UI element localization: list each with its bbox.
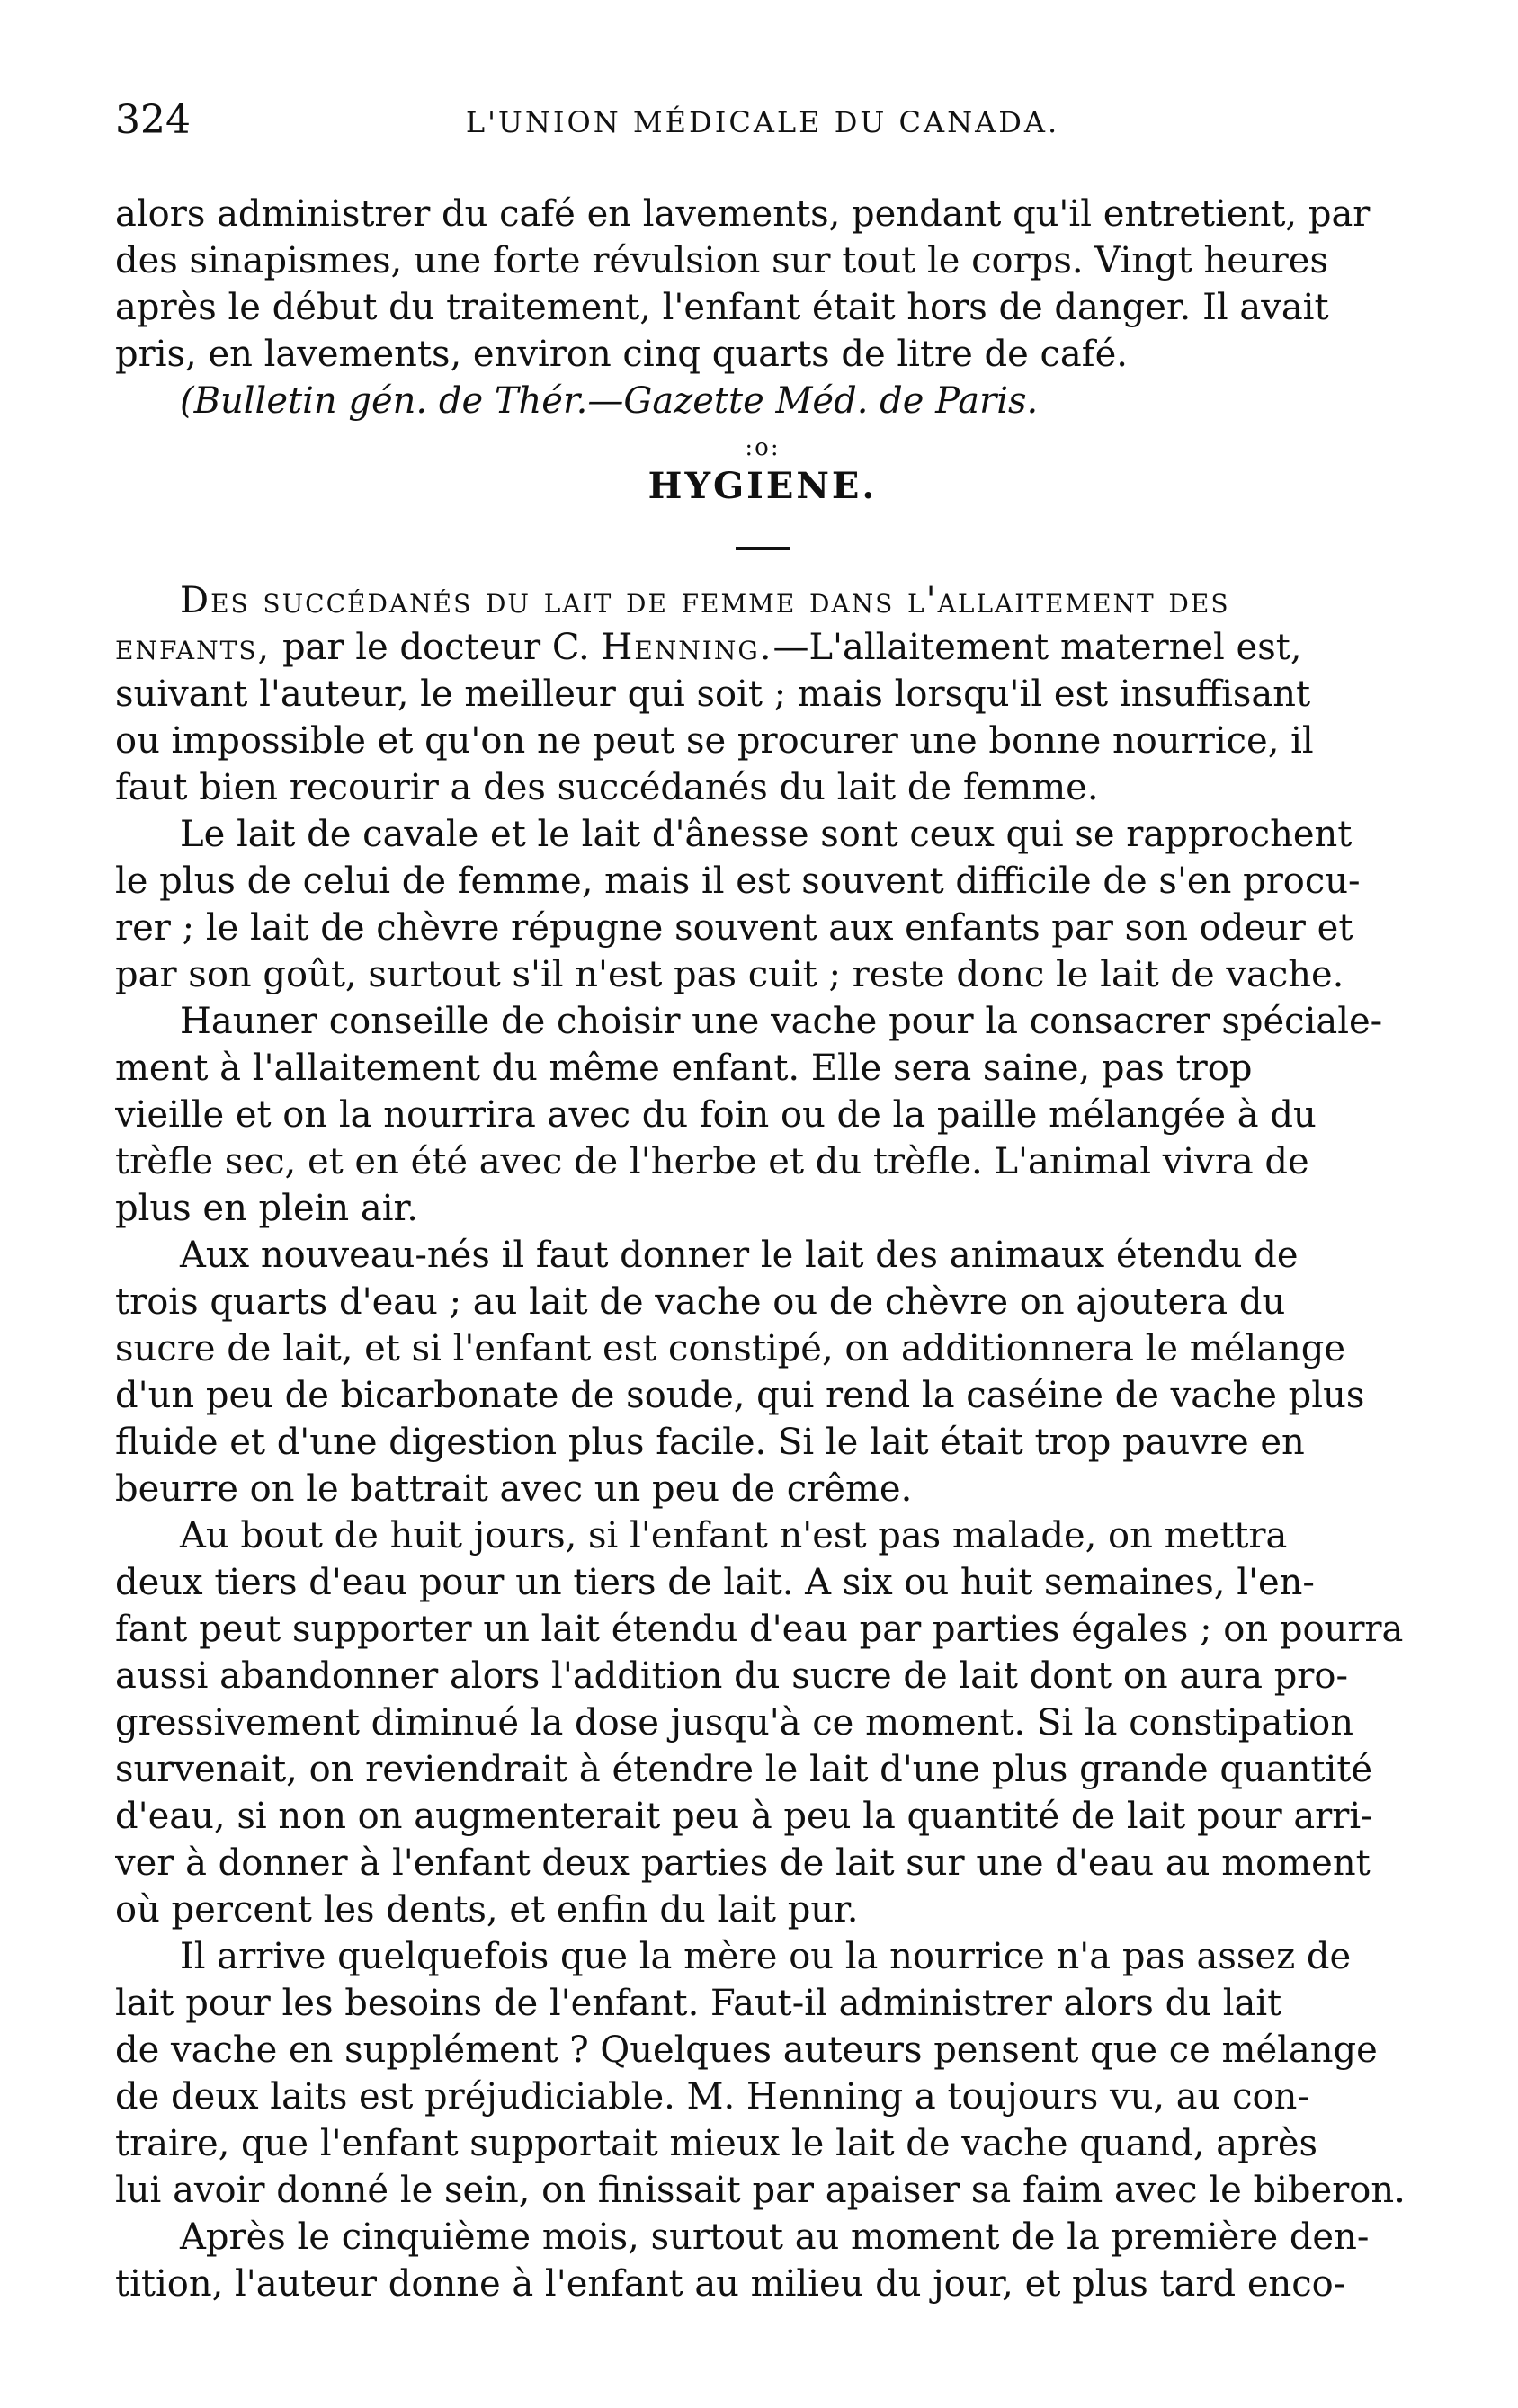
text-line: vieille et on la nourrira avec du foin ou de la paille mélangée à du [115,1094,1317,1136]
page-header [115,94,1410,147]
text-line: par son goût, surtout s'il n'est pas cuit ; reste donc le lait de vache. [115,954,1344,995]
citation: (Bulletin gén. de Thér.—Gazette Méd. de Paris. [180,380,1039,422]
text-line: ver à donner à l'enfant deux parties de lait sur une d'eau au moment [115,1842,1371,1884]
text-line: beurre on le battrait avec un peu de crême. [115,1468,913,1510]
text-line: de vache en supplément ? Quelques auteurs pensent que ce mélange [115,2029,1378,2071]
article-title: Des succédanés du lait de femme dans l'allaitement des [180,580,1230,621]
text-line: fant peut supporter un lait étendu d'eau par parties égales ; on pourra [115,1609,1404,1650]
section-title: HYGIENE. [647,465,878,507]
text-line: faut bien recourir a des succédanés du lait de femme. [115,767,1099,808]
text-line: Aux nouveau-nés il faut donner le lait des animaux étendu de [180,1235,1299,1276]
page-number: 324 [115,97,191,143]
text-line: trèfle sec, et en été avec de l'herbe et du trèfle. L'animal vivra de [115,1141,1309,1182]
body-text [115,191,1410,2307]
text-line: lui avoir donné le sein, on finissait par apaiser sa faim avec le biberon. [115,2170,1406,2211]
text-line: de deux laits est préjudiciable. M. Henning a toujours vu, au con- [115,2076,1309,2118]
text-line: gressivement diminué la dose jusqu'à ce moment. Si la constipation [115,1702,1354,1744]
text-line: d'un peu de bicarbonate de soude, qui rend la caséine de vache plus [115,1375,1365,1416]
text-line: Après le cinquième mois, surtout au moment de la première den- [180,2216,1370,2258]
text-line: le plus de celui de femme, mais il est souvent difficile de s'en procu- [115,861,1361,902]
text-line: sucre de lait, et si l'enfant est constipé, on additionnera le mélange [115,1328,1346,1369]
text-line: Le lait de cavale et le lait d'ânesse sont ceux qui se rapprochent [180,814,1353,855]
article-title-end: enfants, [115,627,272,668]
text-line: alors administrer du café en lavements, pendant qu'il entretient, par [115,193,1371,235]
running-title: L'UNION MÉDICALE DU CANADA. [465,105,1060,139]
text-line: d'eau, si non on augmenterait peu à peu la quantité de lait pour arri- [115,1796,1373,1837]
article-byline: par le docteur C. [271,627,602,668]
article-body [115,671,1410,2307]
text-line: lait pour les besoins de l'enfant. Faut-il administrer alors du lait [115,1983,1282,2024]
section-divider [736,547,790,550]
text-line: survenait, on reviendrait à étendre le lait d'une plus grande quantité [115,1749,1373,1790]
text-line: traire, que l'enfant supportait mieux le lait de vache quand, après [115,2123,1318,2164]
article-author: Henning. [601,627,773,668]
text-line: des sinapismes, une forte révulsion sur tout le corps. Vingt heures [115,240,1328,281]
text-line: suivant l'auteur, le meilleur qui soit ; mais lorsqu'il est insuffisant [115,673,1311,715]
article [115,577,1410,2307]
text-line: tition, l'auteur donne à l'enfant au milieu du jour, et plus tard enco- [115,2263,1346,2305]
article-title-continued [115,624,1410,671]
text-line: où percent les dents, et enfin du lait pur. [115,1889,859,1931]
intro-paragraph [115,191,1410,424]
section-ornament: :o: [745,434,781,461]
text-line: Hauner conseille de choisir une vache pour la consacrer spéciale- [180,1001,1383,1042]
text-line: aussi abandonner alors l'addition du sucre de lait dont on aura pro- [115,1655,1349,1697]
article-first-sentence: —L'allaitement maternel est, [772,627,1302,668]
text-line: ment à l'allaitement du même enfant. Elle sera saine, pas trop [115,1048,1253,1089]
text-line: Au bout de huit jours, si l'enfant n'est pas malade, on mettra [180,1515,1288,1556]
text-line: trois quarts d'eau ; au lait de vache ou de chèvre on ajoutera du [115,1281,1286,1323]
text-line: deux tiers d'eau pour un tiers de lait. A six ou huit semaines, l'en- [115,1562,1315,1603]
text-line: plus en plein air. [115,1188,418,1229]
text-line: fluide et d'une digestion plus facile. Si le lait était trop pauvre en [115,1422,1305,1463]
text-line: rer ; le lait de chèvre répugne souvent aux enfants par son odeur et [115,907,1353,949]
text-line: après le début du traitement, l'enfant était hors de danger. Il avait [115,287,1329,328]
text-line: ou impossible et qu'on ne peut se procurer une bonne nourrice, il [115,720,1314,762]
text-line: Il arrive quelquefois que la mère ou la nourrice n'a pas assez de [180,1936,1352,1977]
text-line: pris, en lavements, environ cinq quarts de litre de café. [115,334,1128,375]
